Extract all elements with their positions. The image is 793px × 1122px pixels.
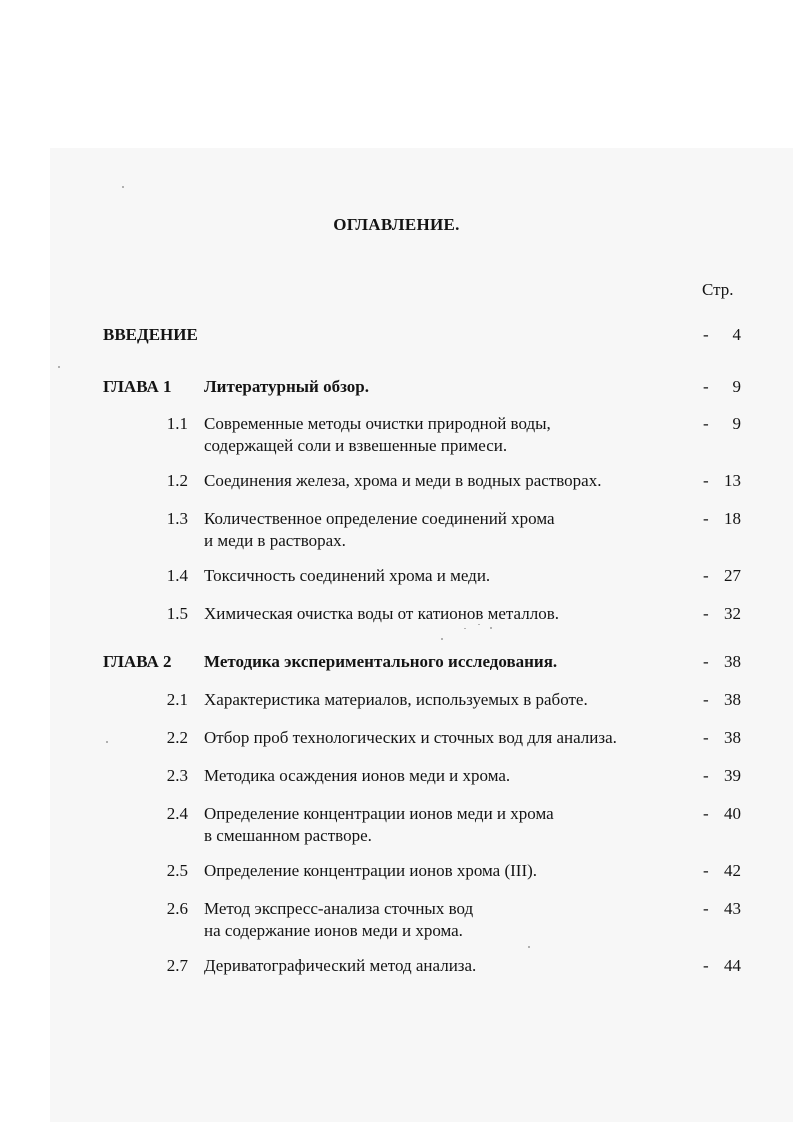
page-number: 13 bbox=[724, 471, 741, 490]
page-number: 4 bbox=[732, 325, 741, 344]
section-title bbox=[204, 803, 674, 847]
leader-dash: - bbox=[703, 509, 709, 528]
section-number: 1.5 bbox=[166, 604, 188, 623]
section-title bbox=[204, 955, 674, 977]
page-number: 32 bbox=[724, 604, 741, 623]
section-title-line: Отбор проб технологических и сточных вод для анализа. bbox=[204, 728, 617, 747]
scan-speck bbox=[122, 186, 124, 188]
section-title-line: Соединения железа, хрома и меди в водных растворах. bbox=[204, 471, 602, 490]
page-number: 42 bbox=[724, 861, 741, 880]
leader-dash: - bbox=[703, 728, 709, 747]
page-number: 9 bbox=[732, 377, 741, 396]
chapter-label: ГЛАВА 1 bbox=[103, 377, 172, 396]
section-title-line: Характеристика материалов, используемых в работе. bbox=[204, 690, 588, 709]
section-title-line: и меди в растворах. bbox=[204, 531, 346, 550]
section-title bbox=[204, 689, 674, 711]
section-title bbox=[204, 898, 674, 942]
section-title bbox=[204, 860, 674, 882]
leader-dash: - bbox=[703, 471, 709, 490]
section-title-line: Определение концентрации ионов хрома (III). bbox=[204, 861, 538, 880]
page-number: 44 bbox=[724, 956, 741, 975]
section-title bbox=[204, 727, 674, 749]
section-number: 1.3 bbox=[166, 509, 188, 528]
scan-speck bbox=[58, 366, 60, 368]
leader-dash: - bbox=[703, 652, 709, 671]
page-column-label: Стр. bbox=[702, 280, 734, 299]
scan-speck bbox=[441, 638, 443, 640]
section-title-line: содержащей соли и взвешенные примеси. bbox=[204, 436, 508, 455]
leader-dash: - bbox=[703, 861, 709, 880]
scan-speck bbox=[490, 627, 492, 629]
scan-speck bbox=[528, 946, 530, 948]
leader-dash: - bbox=[703, 325, 709, 344]
leader-dash: - bbox=[703, 414, 709, 433]
section-number: 2.3 bbox=[166, 766, 188, 785]
leader-dash: - bbox=[703, 899, 709, 918]
section-title bbox=[204, 603, 674, 625]
section-number: 2.1 bbox=[166, 690, 188, 709]
scan-speck bbox=[464, 628, 466, 629]
leader-dash: - bbox=[703, 804, 709, 823]
section-title-line: Метод экспресс-анализа сточных вод bbox=[204, 899, 474, 918]
section-number: 1.2 bbox=[166, 471, 188, 490]
leader-dash: - bbox=[703, 377, 709, 396]
section-number: 1.1 bbox=[166, 414, 188, 433]
section-title-line: Современные методы очистки природной воды, bbox=[204, 414, 551, 433]
leader-dash: - bbox=[703, 690, 709, 709]
page-number: 9 bbox=[732, 414, 741, 433]
page-number: 38 bbox=[724, 690, 741, 709]
chapter-title: Методика экспериментального исследования. bbox=[204, 652, 558, 671]
section-title bbox=[204, 765, 674, 787]
leader-dash: - bbox=[703, 566, 709, 585]
page-number: 38 bbox=[724, 652, 741, 671]
leader-dash: - bbox=[703, 956, 709, 975]
page-number: 43 bbox=[724, 899, 741, 918]
section-title bbox=[204, 565, 674, 587]
page-number: 18 bbox=[724, 509, 741, 528]
section-number: 2.7 bbox=[166, 956, 188, 975]
section-title-line: Дериватографический метод анализа. bbox=[204, 956, 477, 975]
section-number: 2.6 bbox=[166, 899, 188, 918]
section-title bbox=[204, 508, 674, 552]
toc-title: ОГЛАВЛЕНИЕ. bbox=[333, 215, 460, 234]
section-title-line: Определение концентрации ионов меди и хрома bbox=[204, 804, 554, 823]
section-title-line: Количественное определение соединений хрома bbox=[204, 509, 555, 528]
section-title-line: Методика осаждения ионов меди и хрома. bbox=[204, 766, 511, 785]
section-title-line: Химическая очистка воды от катионов металлов. bbox=[204, 604, 559, 623]
leader-dash: - bbox=[703, 766, 709, 785]
page-number: 27 bbox=[724, 566, 741, 585]
section-number: 2.4 bbox=[166, 804, 188, 823]
leader-dash: - bbox=[703, 604, 709, 623]
page-number: 40 bbox=[724, 804, 741, 823]
page-number: 38 bbox=[724, 728, 741, 747]
section-title-line: на содержание ионов меди и хрома. bbox=[204, 921, 463, 940]
intro-label: ВВЕДЕНИЕ bbox=[103, 325, 198, 344]
section-number: 2.5 bbox=[166, 861, 188, 880]
scan-speck bbox=[106, 741, 108, 743]
chapter-title: Литературный обзор. bbox=[204, 377, 370, 396]
section-title bbox=[204, 413, 674, 457]
page-number: 39 bbox=[724, 766, 741, 785]
section-number: 1.4 bbox=[166, 566, 188, 585]
section-number: 2.2 bbox=[166, 728, 188, 747]
chapter-label: ГЛАВА 2 bbox=[103, 652, 172, 671]
section-title bbox=[204, 470, 674, 492]
section-title-line: в смешанном растворе. bbox=[204, 826, 372, 845]
section-title-line: Токсичность соединений хрома и меди. bbox=[204, 566, 491, 585]
